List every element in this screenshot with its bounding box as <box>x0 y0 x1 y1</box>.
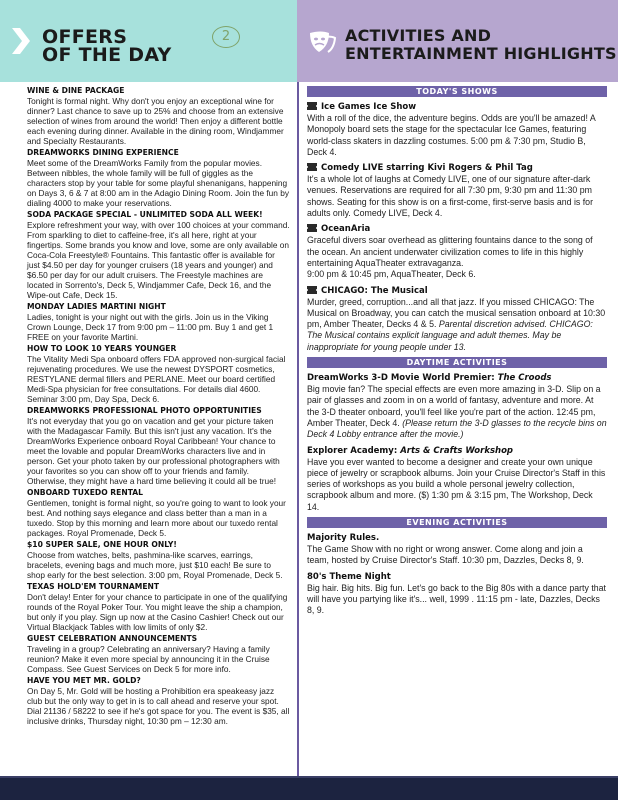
show-title: Ice Games Ice Show <box>307 101 607 113</box>
activities-list <box>307 86 607 621</box>
activity-title: 80's Theme Night <box>307 571 391 582</box>
offer-body: Tonight is formal night. Why don't you enjoy an exceptional wine for dinner? Last chance to save up to 25% and choose from an extensive selection of wines from around the world! Then enjoy a different bottle each evening during dinner. Available in the dining room, Windjammer and Specialty Restaurants. <box>27 96 284 146</box>
offer-title: SODA PACKAGE SPECIAL - UNLIMITED SODA ALL WEEK! <box>27 210 263 219</box>
activity-body: Big movie fan? The special effects are even more amazing in 3-D. Slip on a pair of glasses and zoom in on a world of fantasy, adventure and more. At the 3-D theater onboard, you'll feel like you're part of the action. 12:45 pm, Amber Theater, Deck 4. (Please return the 3-D glasses to the recycle bins on Deck 4 Lobby entrance after the movie.) <box>307 384 607 440</box>
offer-title: GUEST CELEBRATION ANNOUNCEMENTS <box>27 634 198 643</box>
offer-item <box>27 676 290 726</box>
show-body: It's a whole lot of laughs at Comedy LIVE, one of our signature after-dark venues. Reservations are required for all 7:30 pm, 9:30 pm and 11:30 pm shows. Seating for this show is on a first-come, first-serve basis and is for adults only. Comedy LIVE, Deck 4. <box>307 174 594 219</box>
offer-body: The Vitality Medi Spa onboard offers FDA approved non-surgical facial rejuvenating procedures. We use the newest DYSPORT cosmetics, RESTYLANE dermal fillers and PERLANE. Meet our board certified Medi-Spa physician for free consultations. For details dial 4600. Seminar 3:00 pm, Day Spa, Deck 6. <box>27 354 286 404</box>
offer-item <box>27 488 290 538</box>
handwritten-circle-mark: 2 <box>212 26 240 48</box>
activity-note: (Please return the 3-D glasses to the recycle bins on Deck 4 Lobby entrance after the movie.) <box>307 417 607 440</box>
show-body: Graceful divers soar overhead as glittering fountains dance to the song of the ocean. An ancient underwater civilization comes to life in this highly entertaining AquaTheater extravaganza. <box>307 235 593 268</box>
offer-item <box>27 634 290 674</box>
offers-header <box>0 0 297 82</box>
offer-body: It's not everyday that you go on vacation and get your picture taken with the Madagascar Family. But this isn't just any vacation. It's the DreamWorks Experience onboard Royal Caribbean! Your chance to meet the lovable and popular DreamWorks characters live and in person. Get your photo taken by our professional photographers with your favorites so you can show off to your friends and family. Otherwise, they might have a hard time believing it could all be true! <box>27 416 280 486</box>
ticket-icon <box>307 163 317 171</box>
activity-title: DreamWorks 3-D Movie World Premier: The Croods <box>307 373 552 384</box>
offer-title: HOW TO LOOK 10 YEARS YOUNGER <box>27 344 177 353</box>
ticket-icon <box>307 286 317 294</box>
show-body: Murder, greed, corruption...and all that jazz. If you missed CHICAGO: The Musical on Broadway, you can catch the musical sensation onboard at 10:30 pm, Amber Theater, Decks 4 & 5. Parental discretion advised. CHICAGO: The Musical contains explicit language and adult themes. May be inappropriate for young people under 13. <box>307 296 606 352</box>
offers-list <box>27 86 290 728</box>
offer-title: MONDAY LADIES MARTINI NIGHT <box>27 302 166 311</box>
offer-item <box>27 344 290 404</box>
show-item <box>307 162 607 219</box>
ticket-icon <box>307 102 317 110</box>
offer-body: Choose from watches, belts, pashmina-like scarves, earrings, bracelets, evening bags and much more, just $10 each! Be sure to shop early for the best selection. 3:00 pm, Royal Promenade, Deck 5. <box>27 550 283 580</box>
activity-title: Explorer Academy: Arts & Crafts Workshop <box>307 445 514 456</box>
offers-title: OFFERS OF THE DAY <box>42 26 172 66</box>
activity-item <box>307 532 607 567</box>
offer-body: On Day 5, Mr. Gold will be hosting a Prohibition era speakeasy jazz club but the only way to get in is to call ahead and reserve your spot. Dial 21136 / 58222 to see if he's got space for you. The event is $35, all inclusive drinks, Thursday night, 10:30 pm – 12:30 am. <box>27 686 290 726</box>
offer-item <box>27 582 290 632</box>
activity-item <box>307 445 607 513</box>
evening-activities-banner: EVENING ACTIVITIES <box>307 517 607 528</box>
offer-title: WINE & DINE PACKAGE <box>27 86 125 95</box>
offer-item <box>27 210 290 300</box>
offer-item <box>27 406 290 486</box>
show-title: Comedy LIVE starring Kivi Rogers & Phil Tag <box>307 162 607 174</box>
offer-item <box>27 540 290 580</box>
daytime-activities-banner: DAYTIME ACTIVITIES <box>307 357 607 368</box>
activity-item <box>307 571 607 617</box>
offer-title: ONBOARD TUXEDO RENTAL <box>27 488 144 497</box>
activity-body: Big hair. Big hits. Big fun. Let's go back to the Big 80s with a dance party that will have you partying like it's... well, 1999 . 11:15 pm - late, Dazzles, Decks 8, 9. <box>307 582 606 616</box>
activity-body: The Game Show with no right or wrong answer. Come along and join a team, hosted by Cruise Director's Staff. 10:30 pm, Dazzles, Decks 8, 9. <box>307 544 584 566</box>
offer-item <box>27 148 290 208</box>
activity-body: Have you ever wanted to become a designer and create your own unique piece of jewelry or scrapbook albums. Join your Cruise Director's Staff in this series of workshops as you build a whole personal jewelry collection, scrapbook album and more. ($) 1:30 pm & 3:15 pm, The Workshop, Deck 14. <box>307 456 606 512</box>
offer-body: Traveling in a group? Celebrating an anniversary? Having a family reunion? Make it even more special by announcing it in the Cruise Compass. See Guest Services on Deck 5 for more info. <box>27 644 270 674</box>
todays-shows-banner: TODAY'S SHOWS <box>307 86 607 97</box>
theater-masks-icon <box>307 28 337 58</box>
ticket-icon <box>307 224 317 232</box>
offer-item <box>27 302 290 342</box>
offer-body: Explore refreshment your way, with over 100 choices at your command. From sparkling to diet to caffeine-free, it's all here, right at your fingertips. Some brands you know and love, some are only available on Coca-Cola Freestyle® Fountains. This fantastic offer is available for just $4.50 per day for younger cruisers (18 years and younger) and $6.50 per day for our adult cruisers. The Freestyle machines are located in Sorrento's, Deck 5, Windjammer Cafe, Deck 16, and the Wipe-out Cafe, Deck 15. <box>27 220 290 300</box>
offer-title: DREAMWORKS DINING EXPERIENCE <box>27 148 179 157</box>
show-item <box>307 101 607 158</box>
chevron-right-icon <box>10 26 32 56</box>
activities-title: ACTIVITIES AND ENTERTAINMENT HIGHLIGHTS <box>345 26 617 63</box>
activity-item <box>307 372 607 440</box>
footer-bar <box>0 778 618 800</box>
show-title: OceanAria <box>307 223 607 235</box>
show-item <box>307 223 607 280</box>
offer-body: Ladies, tonight is your night out with the girls. Join us in the Viking Crown Lounge, Deck 17 from 9:00 pm – 11:00 pm. Buy 1 and get 1 FREE on your favorite Martini. <box>27 312 274 342</box>
show-note: Parental discretion advised. CHICAGO: The Musical contains explicit language and adult themes. May be inappropriate for young people under 13. <box>307 319 593 352</box>
offer-body: Don't delay! Enter for your chance to participate in one of the qualifying rounds of the Royal Poker Tour. You might leave the ship a champion, but only if you play. Sign up now at the Casino Cashier! Check out our Virtual Blackjack Tables with low limits of only $2. <box>27 592 288 632</box>
offer-item <box>27 86 290 146</box>
show-title: CHICAGO: The Musical <box>307 285 607 297</box>
show-item <box>307 285 607 353</box>
show-body: With a roll of the dice, the adventure begins. Odds are you'll be amazed! A Monopoly board sets the stage for the spectacular Ice Games, featuring world-class skaters in dazzling costumes. 5:00 pm & 7:30 pm, Studio B, Deck 4. <box>307 113 596 157</box>
show-time: 9:00 pm & 10:45 pm, AquaTheater, Deck 6. <box>307 269 476 280</box>
column-divider <box>297 82 299 780</box>
activity-title: Majority Rules. <box>307 533 380 544</box>
offer-title: HAVE YOU MET MR. GOLD? <box>27 676 141 685</box>
offer-body: Meet some of the DreamWorks Family from the popular movies. Between nibbles, the whole family will be full of giggles as the characters stop by your table for some playful shenanigans, happening on Days 3, 6 & 7 at 8:00 am in the Adagio Dining Room. Join the fun by dialing 4000 to make your reservations. <box>27 158 289 208</box>
offer-body: Gentlemen, tonight is formal night, so you're going to want to look your best. And nothing says elegance and class better than a man in a tuxedo. Stop by this morning and learn more about our tuxedo rental packages. Royal Promenade, Deck 5. <box>27 498 286 538</box>
offer-title: DREAMWORKS PROFESSIONAL PHOTO OPPORTUNITIES <box>27 406 262 415</box>
offer-title: $10 SUPER SALE, ONE HOUR ONLY! <box>27 540 177 549</box>
offer-title: TEXAS HOLD'EM TOURNAMENT <box>27 582 160 591</box>
